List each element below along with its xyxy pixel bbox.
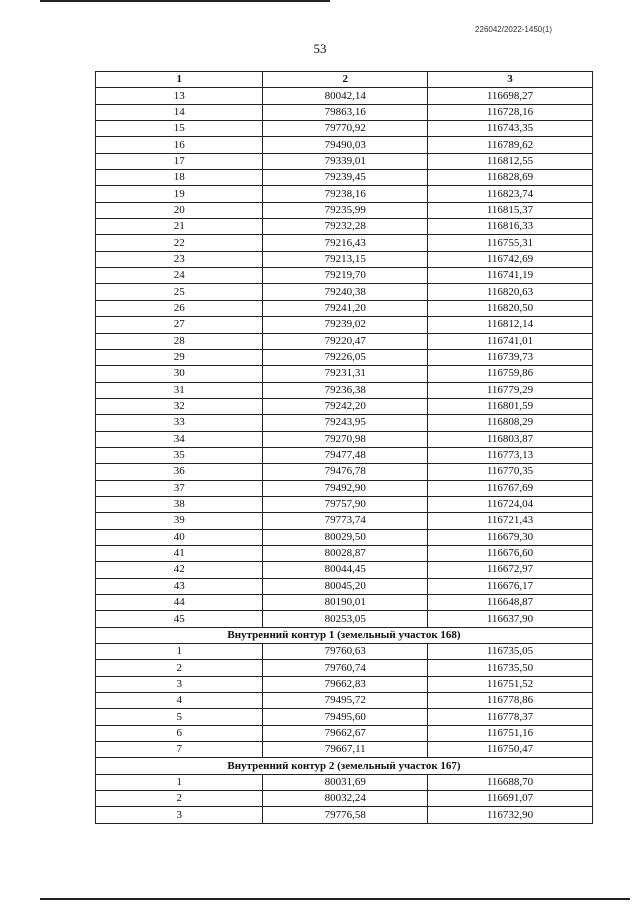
y-coordinate: 116820,63 <box>427 284 592 300</box>
table-row <box>96 496 593 512</box>
document-id: 226042/2022-1450(1) <box>475 25 552 34</box>
x-coordinate: 79239,02 <box>263 317 428 333</box>
x-coordinate: 79476,78 <box>263 464 428 480</box>
table-row <box>96 660 593 676</box>
table-row <box>96 121 593 137</box>
table-row <box>96 529 593 545</box>
table-row <box>96 317 593 333</box>
y-coordinate: 116770,35 <box>427 464 592 480</box>
point-number: 44 <box>96 595 263 611</box>
point-number: 19 <box>96 186 263 202</box>
x-coordinate: 79239,45 <box>263 170 428 186</box>
table-row <box>96 153 593 169</box>
point-number: 27 <box>96 317 263 333</box>
point-number: 14 <box>96 104 263 120</box>
point-number: 34 <box>96 431 263 447</box>
point-number: 2 <box>96 660 263 676</box>
table-row <box>96 693 593 709</box>
x-coordinate: 79213,15 <box>263 251 428 267</box>
table-row <box>96 742 593 758</box>
x-coordinate: 79776,58 <box>263 807 428 823</box>
y-coordinate: 116698,27 <box>427 88 592 104</box>
x-coordinate: 80029,50 <box>263 529 428 545</box>
column-header-2: 2 <box>263 72 428 88</box>
table-row <box>96 774 593 790</box>
y-coordinate: 116743,35 <box>427 121 592 137</box>
table-row <box>96 595 593 611</box>
point-number: 16 <box>96 137 263 153</box>
point-number: 38 <box>96 496 263 512</box>
y-coordinate: 116816,33 <box>427 219 592 235</box>
point-number: 31 <box>96 382 263 398</box>
y-coordinate: 116759,86 <box>427 366 592 382</box>
x-coordinate: 79220,47 <box>263 333 428 349</box>
y-coordinate: 116812,14 <box>427 317 592 333</box>
x-coordinate: 79495,72 <box>263 693 428 709</box>
coordinates-table <box>95 71 593 824</box>
table-row <box>96 447 593 463</box>
table-row <box>96 88 593 104</box>
table-row <box>96 333 593 349</box>
x-coordinate: 80044,45 <box>263 562 428 578</box>
table-row <box>96 791 593 807</box>
point-number: 33 <box>96 415 263 431</box>
point-number: 4 <box>96 693 263 709</box>
table-row <box>96 170 593 186</box>
x-coordinate: 79477,48 <box>263 447 428 463</box>
table-row <box>96 366 593 382</box>
point-number: 29 <box>96 349 263 365</box>
point-number: 40 <box>96 529 263 545</box>
y-coordinate: 116751,52 <box>427 676 592 692</box>
y-coordinate: 116789,62 <box>427 137 592 153</box>
y-coordinate: 116688,70 <box>427 774 592 790</box>
x-coordinate: 79863,16 <box>263 104 428 120</box>
table-row <box>96 415 593 431</box>
x-coordinate: 79236,38 <box>263 382 428 398</box>
section-title: Внутренний контур 1 (земельный участок 168) <box>96 627 593 643</box>
point-number: 39 <box>96 513 263 529</box>
table-body <box>96 88 593 823</box>
y-coordinate: 116803,87 <box>427 431 592 447</box>
point-number: 42 <box>96 562 263 578</box>
y-coordinate: 116820,50 <box>427 300 592 316</box>
column-header-1: 1 <box>96 72 263 88</box>
x-coordinate: 79760,74 <box>263 660 428 676</box>
x-coordinate: 79760,63 <box>263 644 428 660</box>
y-coordinate: 116676,60 <box>427 545 592 561</box>
table-row <box>96 202 593 218</box>
point-number: 35 <box>96 447 263 463</box>
top-rule <box>40 0 330 2</box>
point-number: 2 <box>96 791 263 807</box>
y-coordinate: 116739,73 <box>427 349 592 365</box>
x-coordinate: 80028,87 <box>263 545 428 561</box>
table-row <box>96 382 593 398</box>
table-row <box>96 300 593 316</box>
point-number: 22 <box>96 235 263 251</box>
point-number: 20 <box>96 202 263 218</box>
table-row <box>96 611 593 627</box>
point-number: 26 <box>96 300 263 316</box>
table-row <box>96 186 593 202</box>
y-coordinate: 116750,47 <box>427 742 592 758</box>
x-coordinate: 79219,70 <box>263 268 428 284</box>
x-coordinate: 80045,20 <box>263 578 428 594</box>
bottom-rule <box>40 898 630 900</box>
x-coordinate: 79770,92 <box>263 121 428 137</box>
y-coordinate: 116755,31 <box>427 235 592 251</box>
x-coordinate: 79667,11 <box>263 742 428 758</box>
table-row <box>96 251 593 267</box>
table-row <box>96 398 593 414</box>
y-coordinate: 116742,69 <box>427 251 592 267</box>
table-row <box>96 284 593 300</box>
x-coordinate: 79662,83 <box>263 676 428 692</box>
y-coordinate: 116741,01 <box>427 333 592 349</box>
x-coordinate: 79757,90 <box>263 496 428 512</box>
point-number: 37 <box>96 480 263 496</box>
x-coordinate: 79492,90 <box>263 480 428 496</box>
table-row <box>96 219 593 235</box>
point-number: 3 <box>96 676 263 692</box>
y-coordinate: 116767,69 <box>427 480 592 496</box>
table-header-row <box>96 72 593 88</box>
x-coordinate: 79243,95 <box>263 415 428 431</box>
y-coordinate: 116778,37 <box>427 709 592 725</box>
table-row <box>96 137 593 153</box>
x-coordinate: 79490,03 <box>263 137 428 153</box>
y-coordinate: 116815,37 <box>427 202 592 218</box>
column-header-3: 3 <box>427 72 592 88</box>
table-row <box>96 725 593 741</box>
y-coordinate: 116691,07 <box>427 791 592 807</box>
point-number: 28 <box>96 333 263 349</box>
y-coordinate: 116741,19 <box>427 268 592 284</box>
y-coordinate: 116735,05 <box>427 644 592 660</box>
table-row <box>96 464 593 480</box>
point-number: 5 <box>96 709 263 725</box>
point-number: 43 <box>96 578 263 594</box>
y-coordinate: 116672,97 <box>427 562 592 578</box>
point-number: 3 <box>96 807 263 823</box>
point-number: 23 <box>96 251 263 267</box>
x-coordinate: 79231,31 <box>263 366 428 382</box>
x-coordinate: 79270,98 <box>263 431 428 447</box>
y-coordinate: 116779,29 <box>427 382 592 398</box>
x-coordinate: 80190,01 <box>263 595 428 611</box>
x-coordinate: 80032,24 <box>263 791 428 807</box>
table-row <box>96 349 593 365</box>
y-coordinate: 116823,74 <box>427 186 592 202</box>
table-row <box>96 431 593 447</box>
page-number: 53 <box>313 41 327 56</box>
table-header <box>96 72 593 88</box>
table-row <box>96 578 593 594</box>
y-coordinate: 116728,16 <box>427 104 592 120</box>
y-coordinate: 116676,17 <box>427 578 592 594</box>
x-coordinate: 79240,38 <box>263 284 428 300</box>
y-coordinate: 116778,86 <box>427 693 592 709</box>
point-number: 1 <box>96 644 263 660</box>
point-number: 17 <box>96 153 263 169</box>
point-number: 1 <box>96 774 263 790</box>
x-coordinate: 79339,01 <box>263 153 428 169</box>
table-row <box>96 235 593 251</box>
x-coordinate: 79241,20 <box>263 300 428 316</box>
y-coordinate: 116648,87 <box>427 595 592 611</box>
table-row <box>96 104 593 120</box>
point-number: 21 <box>96 219 263 235</box>
point-number: 15 <box>96 121 263 137</box>
section-title: Внутренний контур 2 (земельный участок 167) <box>96 758 593 774</box>
x-coordinate: 79226,05 <box>263 349 428 365</box>
point-number: 32 <box>96 398 263 414</box>
table-row <box>96 513 593 529</box>
x-coordinate: 79242,20 <box>263 398 428 414</box>
x-coordinate: 79216,43 <box>263 235 428 251</box>
x-coordinate: 80042,14 <box>263 88 428 104</box>
section-row <box>96 627 593 643</box>
section-row <box>96 758 593 774</box>
x-coordinate: 80253,05 <box>263 611 428 627</box>
x-coordinate: 79495,60 <box>263 709 428 725</box>
table-row <box>96 562 593 578</box>
point-number: 45 <box>96 611 263 627</box>
table-row <box>96 709 593 725</box>
x-coordinate: 80031,69 <box>263 774 428 790</box>
point-number: 41 <box>96 545 263 561</box>
x-coordinate: 79662,67 <box>263 725 428 741</box>
table-row <box>96 545 593 561</box>
x-coordinate: 79238,16 <box>263 186 428 202</box>
y-coordinate: 116751,16 <box>427 725 592 741</box>
point-number: 30 <box>96 366 263 382</box>
table-row <box>96 807 593 823</box>
y-coordinate: 116808,29 <box>427 415 592 431</box>
y-coordinate: 116735,50 <box>427 660 592 676</box>
table-row <box>96 644 593 660</box>
y-coordinate: 116637,90 <box>427 611 592 627</box>
y-coordinate: 116801,59 <box>427 398 592 414</box>
point-number: 36 <box>96 464 263 480</box>
point-number: 6 <box>96 725 263 741</box>
y-coordinate: 116721,43 <box>427 513 592 529</box>
y-coordinate: 116679,30 <box>427 529 592 545</box>
x-coordinate: 79235,99 <box>263 202 428 218</box>
y-coordinate: 116724,04 <box>427 496 592 512</box>
table-row <box>96 676 593 692</box>
point-number: 18 <box>96 170 263 186</box>
point-number: 13 <box>96 88 263 104</box>
point-number: 7 <box>96 742 263 758</box>
y-coordinate: 116732,90 <box>427 807 592 823</box>
y-coordinate: 116773,13 <box>427 447 592 463</box>
table-row <box>96 268 593 284</box>
point-number: 24 <box>96 268 263 284</box>
point-number: 25 <box>96 284 263 300</box>
table-row <box>96 480 593 496</box>
y-coordinate: 116828,69 <box>427 170 592 186</box>
x-coordinate: 79773,74 <box>263 513 428 529</box>
y-coordinate: 116812,55 <box>427 153 592 169</box>
x-coordinate: 79232,28 <box>263 219 428 235</box>
